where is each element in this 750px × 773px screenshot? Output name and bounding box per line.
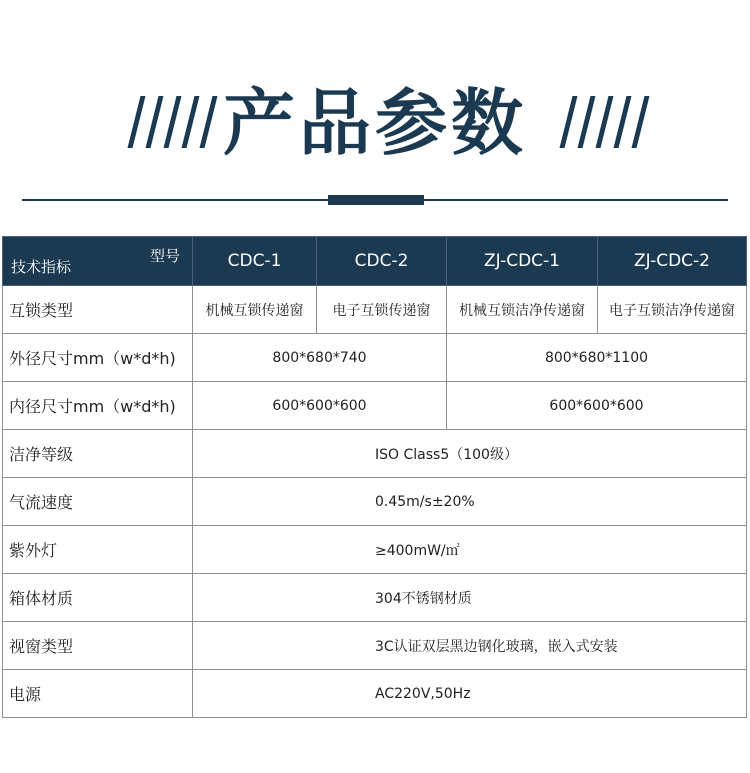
- model-column-header: ZJ-CDC-2: [598, 237, 747, 286]
- table-row-inner-size: [3, 382, 747, 430]
- table-row-power: [3, 670, 747, 718]
- table-cell: 电子互锁传递窗: [317, 286, 447, 334]
- table-row-interlock: [3, 286, 747, 334]
- table-cell: 电子互锁洁净传递窗: [598, 286, 747, 334]
- table-cell: 800*680*740: [193, 334, 447, 382]
- row-label: 电源: [3, 670, 193, 718]
- page-title: 产品参数: [222, 81, 527, 165]
- table-row-material: [3, 574, 747, 622]
- table-cell: 800*680*1100: [447, 334, 747, 382]
- table-cell: 600*600*600: [447, 382, 747, 430]
- model-header-label: 型号: [149, 247, 180, 265]
- row-label: 气流速度: [3, 478, 193, 526]
- table-row-uv-lamp: [3, 526, 747, 574]
- table-cell: 机械互锁洁净传递窗: [447, 286, 598, 334]
- table-row-airflow: [3, 478, 747, 526]
- table-cell: 机械互锁传递窗: [193, 286, 317, 334]
- row-label: 紫外灯: [3, 526, 193, 574]
- slash-decoration-right: [560, 96, 650, 152]
- table-row-window: [3, 622, 747, 670]
- table-cell: ≥400mW/㎡: [193, 526, 747, 574]
- table-cell: 3C认证双层黑边钢化玻璃，嵌入式安装: [193, 622, 747, 670]
- header-corner-cell: [3, 237, 193, 286]
- model-column-header: CDC-1: [193, 237, 317, 286]
- title-divider-accent: [328, 195, 424, 205]
- spec-table: [2, 236, 747, 718]
- row-label: 箱体材质: [3, 574, 193, 622]
- table-cell: 0.45m/s±20%: [193, 478, 747, 526]
- table-row-clean-grade: [3, 430, 747, 478]
- row-label: 互锁类型: [3, 286, 193, 334]
- row-label: 视窗类型: [3, 622, 193, 670]
- model-column-header: ZJ-CDC-1: [447, 237, 598, 286]
- index-header-label: 技术指标: [11, 258, 72, 276]
- page-header: [0, 0, 750, 210]
- table-cell: 304不锈钢材质: [193, 574, 747, 622]
- table-header-row: [3, 237, 747, 286]
- table-cell: AC220V,50Hz: [193, 670, 747, 718]
- table-row-outer-size: [3, 334, 747, 382]
- row-label: 内径尺寸mm（w*d*h): [3, 382, 193, 430]
- row-label: 外径尺寸mm（w*d*h): [3, 334, 193, 382]
- table-cell: 600*600*600: [193, 382, 447, 430]
- row-label: 洁净等级: [3, 430, 193, 478]
- table-cell: ISO Class5（100级）: [193, 430, 747, 478]
- model-column-header: CDC-2: [317, 237, 447, 286]
